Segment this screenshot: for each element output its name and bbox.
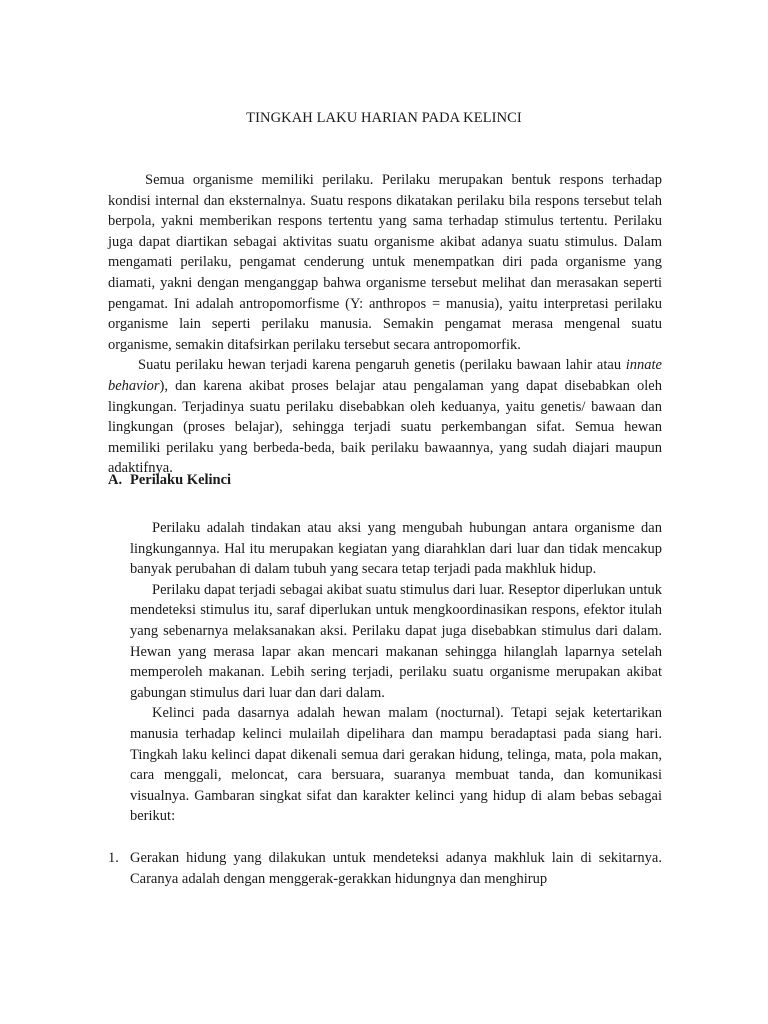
document-title: TINGKAH LAKU HARIAN PADA KELINCI <box>246 110 522 126</box>
section-a-paragraph-3: Kelinci pada dasarnya adalah hewan malam (nocturnal). Tetapi sejak ketertarikan manusia terhadap kelinci mulailah dipelihara dan mampu beradaptasi pada siang hari. Tingkah laku kelinci dapat dikenali semua dari gerakan hidung, telinga, mata, pola makan, cara menggali, meloncat, cara bersuara, suaranya membuat tanda, dan komunikasi visualnya. Gambaran singkat sifat dan karakter kelinci yang hidup di alam bebas sebagai berikut: <box>130 705 662 825</box>
section-a-heading <box>108 472 231 489</box>
intro-paragraph-1: Semua organisme memiliki perilaku. Perilaku merupakan bentuk respons terhadap kondisi internal dan eksternalnya. Suatu respons dikatakan perilaku bila respons tersebut telah berpola, yakni memberikan respons tertentu yang sama terhadap stimulus tertentu. Perilaku juga dapat diartikan sebagai aktivitas suatu organisme akibat adanya suatu stimulus. Dalam mengamati perilaku, pengamat cenderung untuk menempatkan diri pada organisme yang diamati, yakni dengan menganggap bahwa organisme tersebut melihat dan merasakan seperti pengamat. Ini adalah antropomorfisme (Y: anthropos = manusia), yaitu interpretasi perilaku organisme lain seperti perilaku manusia. Semakin pengamat merasa mengenal suatu organisme, semakin ditafsirkan perilaku tersebut secara antropomorfik. <box>108 172 662 353</box>
list-item <box>108 848 662 889</box>
section-a-paragraph-1: Perilaku adalah tindakan atau aksi yang mengubah hubungan antara organisme dan lingkungannya. Hal itu merupakan kegiatan yang diarahklan dari luar dan tidak mencakup banyak perubahan di dalam tubuh yang secara tetap terjadi pada makhluk hidup. <box>130 520 662 578</box>
section-a-title: Perilaku Kelinci <box>130 472 232 488</box>
section-a-list <box>108 848 662 889</box>
intro-section <box>108 170 662 479</box>
section-a-body <box>130 518 662 827</box>
section-a-paragraph-2: Perilaku dapat terjadi sebagai akibat suatu stimulus dari luar. Reseptor diperlukan untuk mendeteksi stimulus itu, saraf diperlukan untuk mengkoordinasikan respons, efektor itulah yang sebenarnya melaksanakan aksi. Perilaku dapat juga disebabkan stimulus dari dalam. Hewan yang merasa lapar akan mencari makanan sehingga hilanglah laparnya setelah memperoleh makanan. Lebih sering terjadi, perilaku suatu organisme merupakan akibat gabungan stimulus dari luar dan dari dalam. <box>130 581 662 701</box>
section-a-letter: A. <box>108 472 123 488</box>
list-item-text: Gerakan hidung yang dilakukan untuk mendeteksi adanya makhluk lain di sekitarnya. Caranya adalah dengan menggerak-gerakkan hidungnya dan menghirup <box>130 850 662 887</box>
intro-paragraph-2-text-a: Suatu perilaku hewan terjadi karena pengaruh genetis (perilaku bawaan lahir atau <box>138 357 626 374</box>
intro-paragraph-2-text-b: ), dan karena akibat proses belajar atau pengalaman yang dapat disebabkan oleh lingkungan. Terjadinya suatu perilaku disebabkan oleh keduanya, yaitu genetis/ bawaan dan lingkungan (proses belajar), sehingga terjadi suatu perkembangan sifat. Semua hewan memiliki perilaku yang berbeda-beda, baik perilaku bawaannya, yang sudah diajari maupun adaktifnya. <box>108 377 662 477</box>
list-item-number: 1. <box>108 850 119 866</box>
intro-paragraph-2-italic: innate behavior <box>108 357 662 394</box>
intro-paragraph-2 <box>108 355 662 479</box>
